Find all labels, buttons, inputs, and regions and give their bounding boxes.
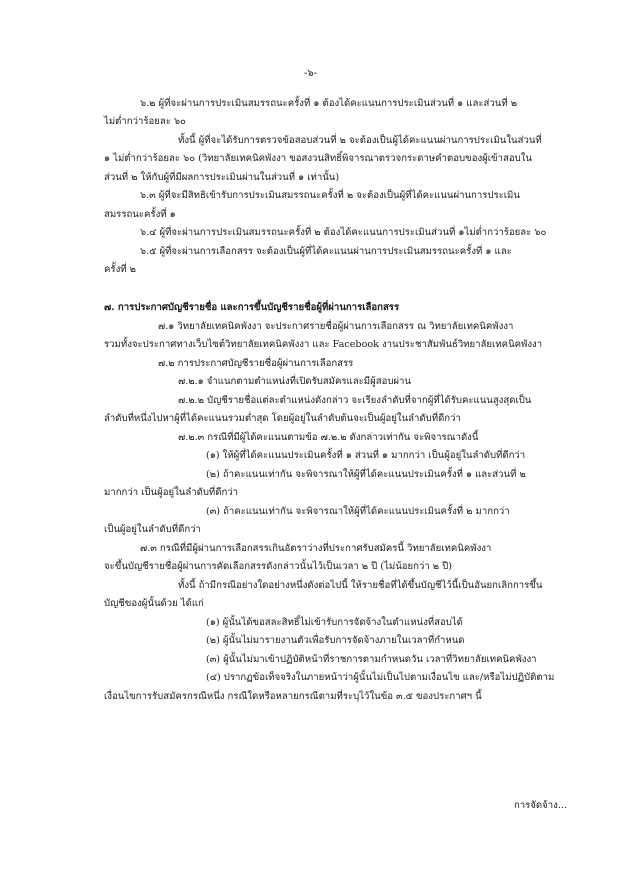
paragraph-line: ๗.๑ วิทยาลัยเทคนิคพังงา จะประกาศรายชื่อผู้ผ่านการเลือกสรร ณ วิทยาลัยเทคนิคพังงา [158, 321, 514, 332]
paragraph-line: (๓) ถ้าคะแนนเท่ากัน จะพิจารณาให้ผู้ที่ได้คะแนนประเมินครั้งที่ ๒ มากกว่า [206, 506, 510, 517]
paragraph-line: ๖.๒ ผู้ที่จะผ่านการประเมินสมรรถนะครั้งที่ ๑ ต้องได้คะแนนการประเมินส่วนที่ ๑ และส่วนที่ ๒ [140, 98, 518, 109]
page-number: -๖- [303, 68, 318, 79]
paragraph-line: จะขึ้นบัญชีรายชื่อผู้ผ่านการคัดเลือกสรรดังกล่าวนั้นไว้เป็นเวลา ๒ ปี (ไม่น้อยกว่า ๒ ปี) [104, 561, 452, 572]
paragraph-line: เป็นผู้อยู่ในลำดับที่ดีกว่า [104, 524, 201, 535]
paragraph-line: ๗.๒.๑ จำแนกตามตำแหน่งที่เปิดรับสมัครและมีผู้สอบผ่าน [178, 376, 411, 387]
paragraph-line: ๗.๒ การประกาศบัญชีรายชื่อผู้ผ่านการเลือกสรร [158, 358, 354, 369]
paragraph-line: ๑ ไม่ต่ำกว่าร้อยละ ๖๐ (วิทยาลัยเทคนิคพังงา ขอสงวนสิทธิ์พิจารณาตรวจกระดาษคำตอบของผู้เข้าสอบใน [104, 153, 532, 164]
paragraph-line: เงื่อนไขการรับสมัครกรณีหนึ่ง กรณีใดหรือหลายกรณีตามที่ระบุไว้ในข้อ ๓.๕ ของประกาศฯ นี้ [104, 691, 482, 702]
paragraph-line: ๗.๒.๓ กรณีที่มีผู้ได้คะแนนตามข้อ ๗.๒.๒ ดังกล่าวเท่ากัน จะพิจารณาดังนี้ [178, 432, 479, 443]
continuation-footer: การจัดจ้าง... [513, 800, 567, 811]
paragraph-line: มากกว่า เป็นผู้อยู่ในลำดับที่ดีกว่า [104, 487, 239, 498]
paragraph-line: ๖.๔ ผู้ที่จะผ่านการประเมินสมรรถนะครั้งที่ ๒ ต้องได้คะแนนการประเมินส่วนที่ ๑ไม่ต่ำกว่าร้อยละ ๖๐ [140, 227, 547, 238]
paragraph-line: รวมทั้งจะประกาศทางเว็บไซต์วิทยาลัยเทคนิคพังงา และ Facebook งานประชาสัมพันธ์วิทยาลัยเทคนิคพังงา [104, 339, 543, 350]
paragraph-line: (๒) ถ้าคะแนนเท่ากัน จะพิจารณาให้ผู้ที่ได้คะแนนประเมินครั้งที่ ๑ และส่วนที่ ๒ [206, 469, 526, 480]
paragraph-line: สมรรถนะครั้งที่ ๑ [104, 209, 176, 220]
paragraph-line: ๖.๕ ผู้ที่จะผ่านการเลือกสรร จะต้องเป็นผู้ที่ได้คะแนนผ่านการประเมินสมรรถนะครั้งที่ ๑ และ [140, 246, 512, 257]
paragraph-line: ทั้งนี้ ถ้ามีกรณีอย่างใดอย่างหนึ่งดังต่อไปนี้ ให้รายชื่อที่ได้ขึ้นบัญชีไว้นี้เป็นอันยกเลิกการขึ้น [178, 580, 543, 591]
paragraph-line: (๑) ให้ผู้ที่ได้คะแนนประเมินครั้งที่ ๑ ส่วนที่ ๑ มากกว่า เป็นผู้อยู่ในลำดับที่ดีกว่า [206, 450, 526, 461]
paragraph-line: ไม่ต่ำกว่าร้อยละ ๖๐ [104, 116, 186, 127]
paragraph-line: ทั้งนี้ ผู้ที่จะได้รับการตรวจข้อสอบส่วนที่ ๒ จะต้องเป็นผู้ได้คะแนนผ่านการประเมินในส่วนที่ [178, 135, 542, 146]
paragraph-line: (๒) ผู้นั้นไม่มารายงานตัวเพื่อรับการจัดจ้างภายในเวลาที่กำหนด [206, 635, 465, 646]
paragraph-line: ครั้งที่ ๒ [104, 264, 136, 275]
paragraph-line: ลำดับที่หนึ่งไปหาผู้ที่ได้คะแนนรวมต่ำสุด โดยผู้อยู่ในลำดับต้นจะเป็นผู้อยู่ในลำดับที่ดีกว่า [104, 413, 461, 424]
paragraph-line: (๑) ผู้นั้นได้ขอสละสิทธิ์ไม่เข้ารับการจัดจ้างในตำแหน่งที่สอบได้ [206, 617, 463, 628]
section-heading: ๗. การประกาศบัญชีรายชื่อ และการขึ้นบัญชีรายชื่อผู้ที่ผ่านการเลือกสรร [104, 302, 400, 313]
paragraph-line: (๔) ปรากฏข้อเท็จจริงในภายหน้าว่าผู้นั้นไม่เป็นไปตามเงื่อนไข และ/หรือไม่ปฏิบัติตาม [206, 672, 555, 683]
paragraph-line: (๓) ผู้นั้นไม่มาเข้าปฏิบัติหน้าที่ราชการตามกำหนดวัน เวลาที่วิทยาลัยเทคนิคพังงา [206, 654, 537, 665]
paragraph-line: บัญชีของผู้นั้นด้วย ได้แก่ [104, 598, 204, 609]
paragraph-line: ๖.๓ ผู้ที่จะมีสิทธิเข้ารับการประเมินสมรรถนะครั้งที่ ๒ จะต้องเป็นผู้ที่ได้คะแนนผ่านการประเมิน [140, 190, 520, 201]
paragraph-line: ส่วนที่ ๒ ให้กับผู้ที่มีผลการประเมินผ่านในส่วนที่ ๑ เท่านั้น) [104, 172, 340, 183]
paragraph-line: ๗.๓ กรณีที่มีผู้ผ่านการเลือกสรรเกินอัตราว่างที่ประกาศรับสมัครนี้ วิทยาลัยเทคนิคพังงา [140, 543, 492, 554]
paragraph-line: ๗.๒.๒ บัญชีรายชื่อแต่ละตำแหน่งดังกล่าว จะเรียงลำดับที่จากผู้ที่ได้รับคะแนนสูงสุดเป็น [178, 395, 532, 406]
